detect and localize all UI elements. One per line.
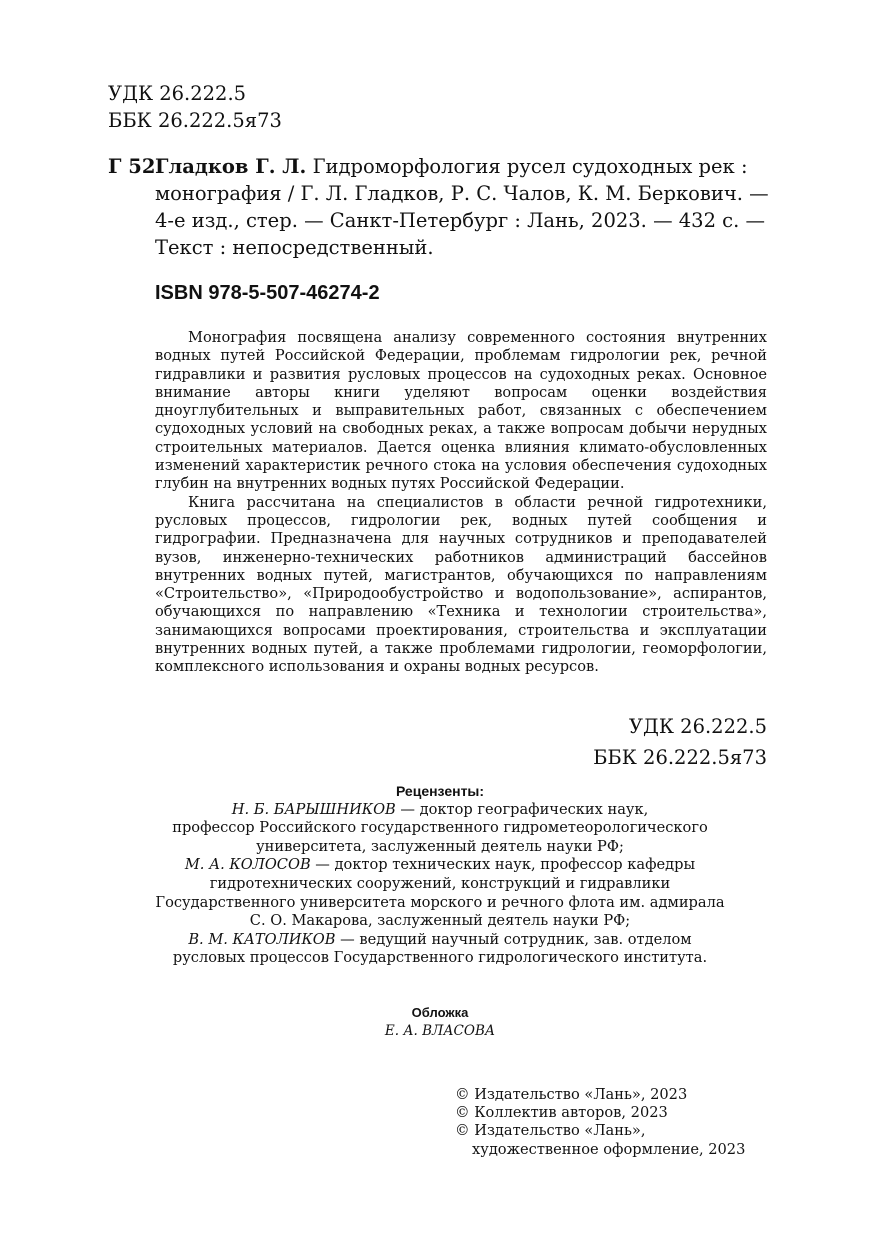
reviewer-2-line-2: гидротехнических сооружений, конструкций и гидравлики bbox=[209, 874, 671, 892]
catalog-line-3: 4-е изд., стер. — Санкт-Петербург : Лань, 2023. — 432 с. — bbox=[155, 209, 766, 232]
reviewer-1-line-2: профессор Российского государственного гидрометеорологического bbox=[172, 819, 708, 837]
reviewers bbox=[140, 782, 740, 968]
reviewer-1-name: Н. Б. БАРЫШНИКОВ bbox=[231, 800, 396, 818]
catalog-line-4: Текст : непосредственный. bbox=[155, 236, 434, 259]
reviewer-2 bbox=[140, 856, 740, 875]
author-mark: Г 52 bbox=[108, 155, 156, 178]
reviewer-2-line-3: Государственного университета морского и речного флота им. адмирала bbox=[155, 893, 725, 911]
reviewer-1-desc: — доктор географических наук, bbox=[395, 800, 649, 818]
copyrights bbox=[455, 1086, 745, 1159]
reviewer-3-desc: — ведущий научный сотрудник, зав. отделом bbox=[335, 930, 692, 948]
copyright-1: © Издательство «Лань», 2023 bbox=[455, 1086, 688, 1103]
top-classification bbox=[108, 80, 282, 134]
copyright-3: © Издательство «Лань», bbox=[455, 1122, 646, 1140]
catalog-line-2: монография / Г. Л. Гладков, Р. С. Чалов, К. М. Беркович. — bbox=[155, 182, 769, 205]
reviewer-3 bbox=[140, 931, 740, 950]
catalog-line-1 bbox=[155, 153, 770, 180]
annotation-paragraph-1: Монография посвящена анализу современного состояния внутренних водных путей Российской Федерации, проблемам гидрологии рек, речной гидравлики и развития русловых процессов на судоходных реках. Основное внимание авторы книги уделяют вопросам оценки воздействия дноуглубительных и выправительных работ, связанных с обеспечением судоходных условий на свободных реках, а также вопросам добычи нерудных строительных материалов. Дается оценка влияния климато-обусловленных изменений характеристик речного стока на условия обеспечения судоходных глубин на внутренних водных путях Российской Федерации. bbox=[155, 329, 767, 493]
annotation bbox=[155, 329, 767, 677]
reviewer-2-name: М. А. КОЛОСОВ bbox=[184, 856, 311, 874]
udk-code: УДК 26.222.5 bbox=[108, 82, 247, 105]
bbk-code-bottom: ББК 26.222.5я73 bbox=[593, 746, 767, 769]
catalog-entry bbox=[155, 153, 770, 261]
cover-heading: Обложка bbox=[411, 1005, 469, 1020]
bottom-classification bbox=[593, 711, 767, 773]
annotation-paragraph-2: Книга рассчитана на специалистов в области речной гидротехники, русловых процессов, гидрологии рек, водных путей сообщения и гидрографии. Предназначена для научных сотрудников и преподавателей вузов, инженерно-технических работников администраций бассейнов внутренних водных путей, магистрантов, обучающихся по направлениям «Строительство», «Природообустройство и водопользование», аспирантов, обучающихся по направлению «Техника и технологии строительства», занимающихся вопросами проектирования, строительства и эксплуатации внутренних водных путей, а также проблемами гидрологии, геоморфологии, комплексного использования и охраны водных ресурсов. bbox=[155, 493, 767, 676]
reviewer-2-line-4: С. О. Макарова, заслуженный деятель науки РФ; bbox=[249, 912, 631, 930]
reviewer-3-name: В. М. КАТОЛИКОВ bbox=[188, 930, 336, 948]
reviewers-heading: Рецензенты: bbox=[395, 783, 485, 799]
author-name: Гладков Г. Л. bbox=[155, 155, 307, 178]
udk-code-bottom: УДК 26.222.5 bbox=[628, 715, 767, 738]
reviewer-1-line-3: университета, заслуженный деятель науки РФ; bbox=[256, 837, 624, 855]
copyright-3-cont: художественное оформление, 2023 bbox=[472, 1140, 746, 1158]
reviewer-1 bbox=[140, 801, 740, 820]
cover-credit bbox=[300, 1004, 580, 1040]
reviewer-2-desc: — доктор технических наук, профессор кафедры bbox=[310, 856, 696, 874]
copyright-2: © Коллектив авторов, 2023 bbox=[455, 1104, 668, 1122]
bbk-code: ББК 26.222.5я73 bbox=[108, 109, 282, 132]
catalog-title: Гидроморфология русел судоходных рек : bbox=[312, 155, 748, 178]
reviewer-3-line-2: русловых процессов Государственного гидрологического института. bbox=[172, 949, 708, 967]
isbn: ISBN 978-5-507-46274-2 bbox=[155, 282, 380, 304]
cover-designer: Е. А. ВЛАСОВА bbox=[384, 1023, 496, 1039]
